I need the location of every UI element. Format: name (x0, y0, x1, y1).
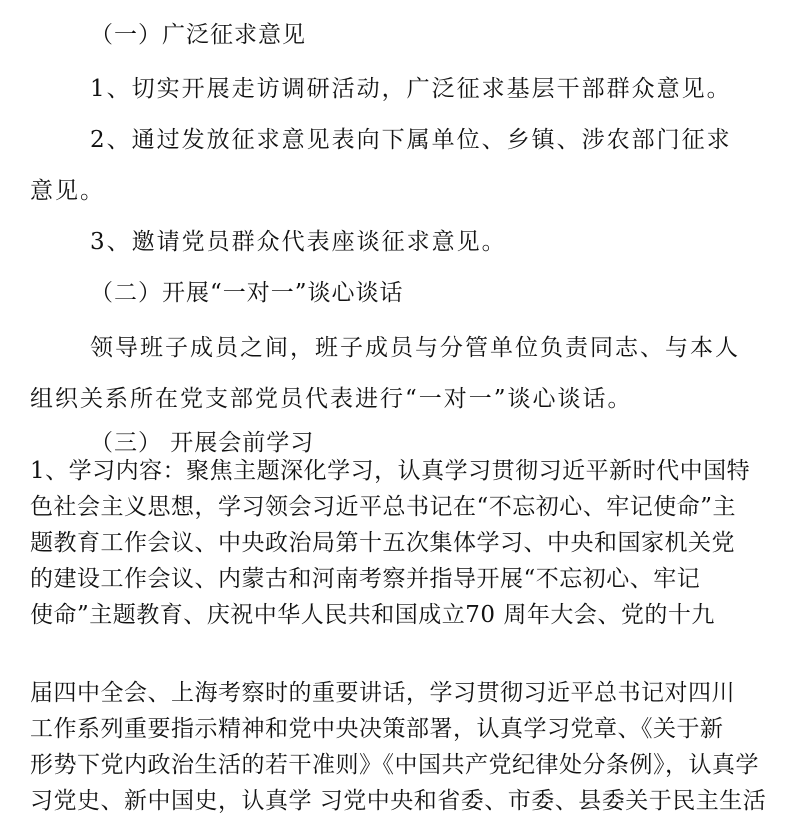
section1-item1: 1、切实开展走访调研活动，广泛征求基层干部群众意见。 (90, 76, 732, 102)
section3-line: 题教育工作会议、中央政治局第十五次集体学习、中央和国家机关党 (30, 530, 735, 556)
section2-para-line1: 领导班子成员之间，班子成员与分管单位负责同志、与本人 (90, 335, 740, 361)
section3-line: 工作系列重要指示精神和党中央决策部署，认真学习党章、《关于新 (30, 716, 724, 742)
section3-heading: （三） 开展会前学习 (90, 430, 315, 456)
section1-heading: （一）广泛征求意见 (90, 22, 306, 48)
section2-para-line2: 组织关系所在党支部党员代表进行“一对一”谈心谈话。 (30, 386, 633, 412)
section3-line: 届四中全会、上海考察时的重要讲话，学习贯彻习近平总书记对四川 (30, 680, 735, 706)
section1-item2-line2: 意见。 (30, 178, 105, 204)
section3-line: 使命”主题教育、庆祝中华人民共和国成立70 周年大会、党的十九 (30, 602, 715, 628)
section3-line: 习党史、新中国史，认真学 习党中央和省委、市委、县委关于民主生活 (30, 788, 767, 814)
section3-line: 形势下党内政治生活的若干准则》《中国共产党纪律处分条例》，认真学 (30, 752, 759, 778)
section2-heading: （二）开展“一对一”谈心谈话 (90, 280, 404, 306)
section3-line: 色社会主义思想，学习领会习近平总书记在“不忘初心、牢记使命”主 (30, 494, 737, 520)
section3-line: 1、学习内容：聚焦主题深化学习，认真学习贯彻习近平新时代中国特 (30, 458, 751, 484)
section1-item2-line1: 2、通过发放征求意见表向下属单位、乡镇、涉农部门征求 (90, 127, 732, 153)
section1-item3: 3、邀请党员群众代表座谈征求意见。 (90, 229, 507, 255)
section3-line: 的建设工作会议、内蒙古和河南考察并指导开展“不忘初心、牢记 (30, 566, 701, 592)
